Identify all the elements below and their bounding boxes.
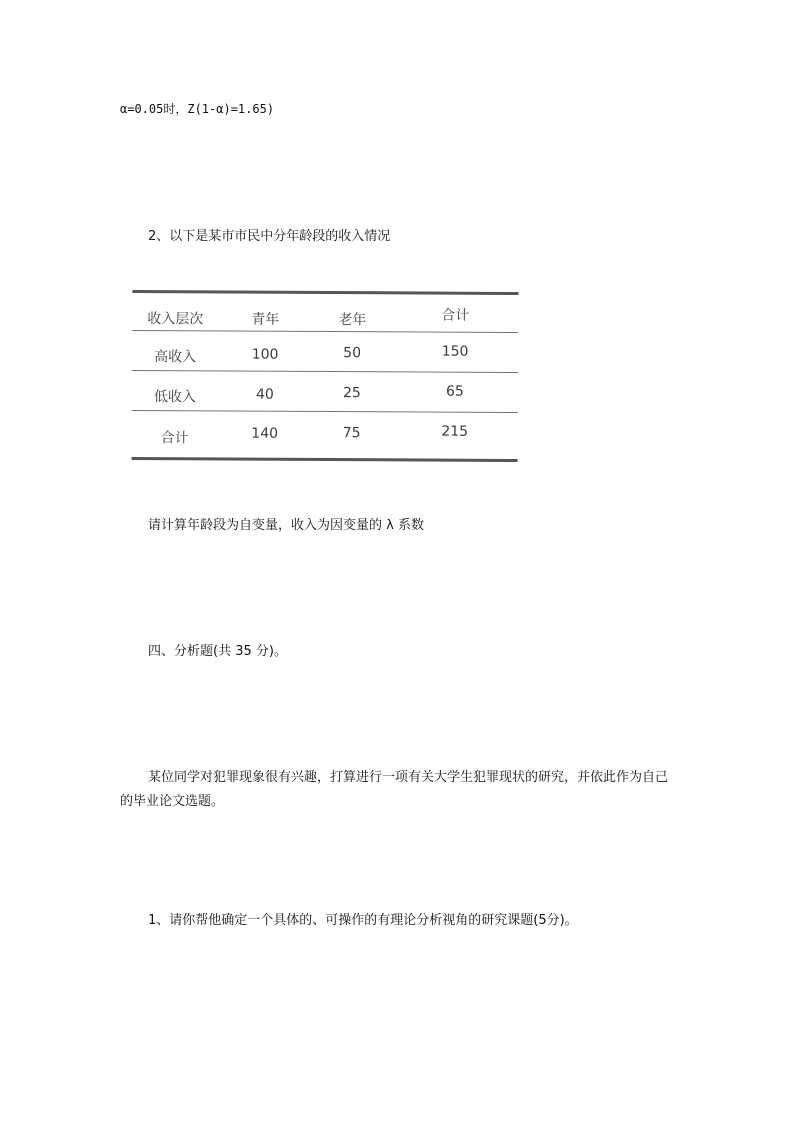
table-header-rule bbox=[132, 330, 518, 333]
income-age-table bbox=[132, 290, 519, 462]
table-bottom-rule bbox=[132, 457, 518, 462]
table-row-rule bbox=[132, 370, 518, 373]
table-cell: 50 bbox=[343, 345, 362, 362]
subquestion-1: 1、请你帮他确定一个具体的、可操作的有理论分析视角的研究课题(5分)。 bbox=[148, 913, 578, 928]
question-2-ask: 请计算年龄段为自变量，收入为因变量的 λ 系数 bbox=[148, 518, 424, 533]
table-header-cell: 收入层次 bbox=[147, 311, 204, 328]
table-cell: 低收入 bbox=[153, 389, 196, 406]
table-cell: 140 bbox=[251, 425, 279, 442]
question-2-title: 2、以下是某市市民中分年龄段的收入情况 bbox=[148, 229, 391, 244]
table-cell: 215 bbox=[441, 423, 469, 440]
table-cell: 100 bbox=[251, 346, 279, 363]
section-4-title: 四、分析题(共 35 分)。 bbox=[148, 644, 287, 659]
table-header-cell: 老年 bbox=[338, 312, 367, 329]
table-cell: 25 bbox=[342, 385, 361, 402]
table-cell: 65 bbox=[445, 383, 464, 400]
table-row-rule bbox=[132, 410, 518, 413]
table-top-rule bbox=[132, 290, 518, 295]
table-cell: 合计 bbox=[160, 430, 189, 447]
table-cell: 150 bbox=[441, 343, 469, 360]
table-cell: 高收入 bbox=[154, 349, 197, 366]
formula-line: α=0.05时，Z(1-α)=1.65) bbox=[120, 102, 275, 116]
table-header-cell: 合计 bbox=[441, 307, 470, 324]
scenario-paragraph: 某位同学对犯罪现象很有兴趣，打算进行一项有关大学生犯罪现状的研究，并依此作为自己的毕业论文选题。 bbox=[120, 770, 669, 809]
table-cell: 75 bbox=[342, 425, 361, 442]
table-header-cell: 青年 bbox=[251, 311, 280, 328]
table-cell: 40 bbox=[255, 386, 274, 403]
